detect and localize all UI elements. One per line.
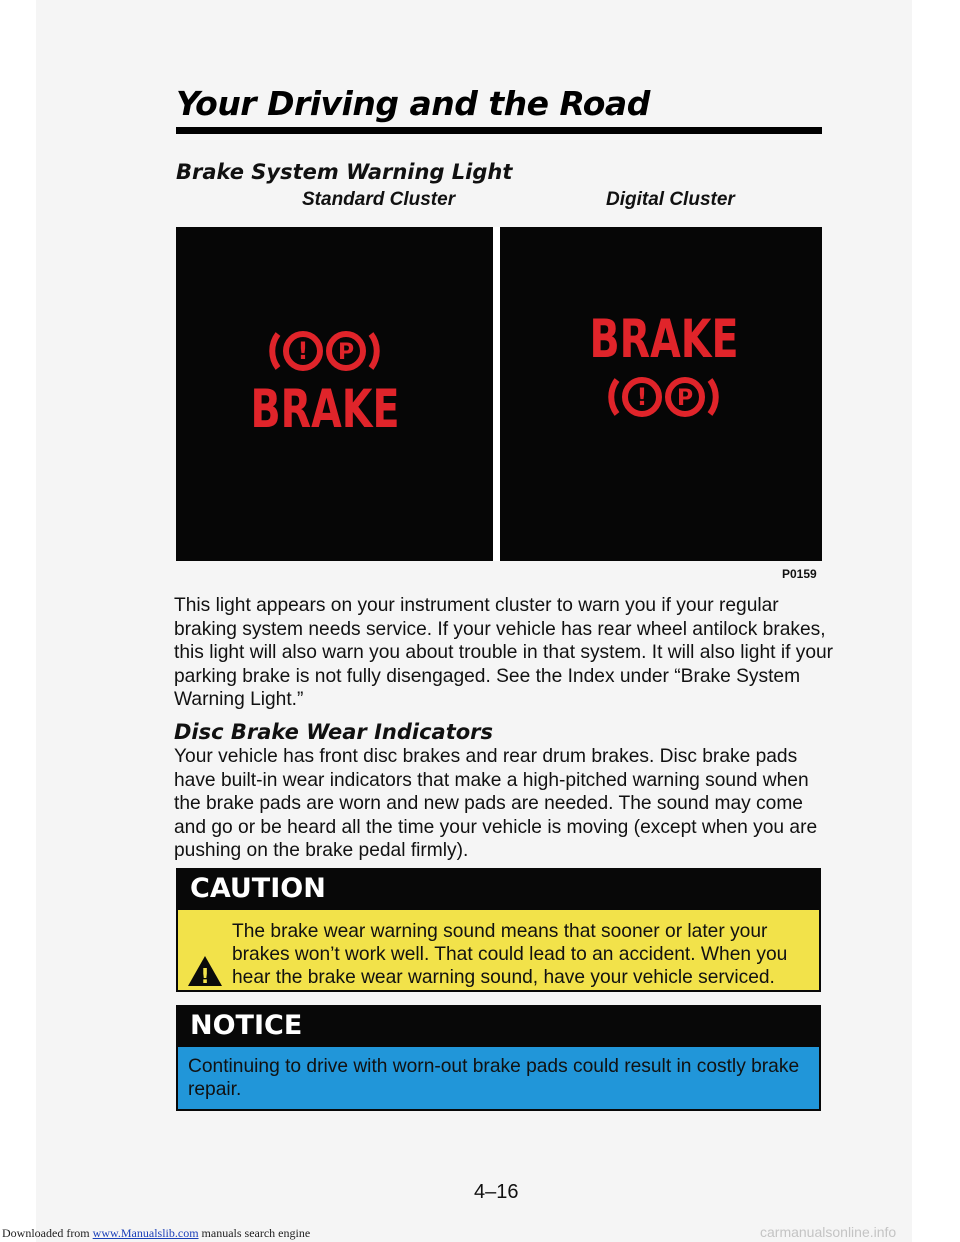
brake-warning-figure	[176, 227, 822, 561]
brake-warning-heading: Brake System Warning Light	[176, 160, 513, 184]
notice-box	[176, 1005, 821, 1111]
parking-brake-icon	[668, 380, 716, 414]
brake-warning-paragraph: This light appears on your instrument cluster to warn you if your regular braking system needs service. If your vehicle has rear wheel antilock brakes, this light will also warn you about trouble in that system. It will also light if your parking brake is not fully disengaged. See the Index under “Brake System Warning Light.”	[174, 595, 834, 710]
page-header-title: Your Driving and the Road	[176, 84, 650, 123]
brake-warning-icon	[611, 380, 659, 414]
standard-cluster-lamp	[250, 334, 399, 441]
warning-triangle-icon	[186, 954, 224, 988]
notice-text: Continuing to drive with worn-out brake pads could result in costly brake repair.	[188, 1056, 800, 1100]
svg-text:!: !	[636, 383, 648, 411]
digital-brake-label: BRAKE	[589, 309, 739, 371]
manualslib-link[interactable]: www.Manualslib.com	[92, 1226, 199, 1240]
caution-title: CAUTION	[176, 868, 821, 910]
parking-brake-icon	[329, 334, 377, 368]
footer-download-note	[2, 1226, 310, 1241]
footer-suffix: manuals search engine	[201, 1226, 311, 1240]
header-rule	[176, 127, 822, 134]
svg-text:P: P	[337, 340, 355, 365]
footer-watermark: carmanualsonline.info	[760, 1224, 897, 1240]
caution-box	[176, 868, 821, 992]
digital-cluster-caption: Digital Cluster	[606, 189, 735, 210]
disc-brake-paragraph: Your vehicle has front disc brakes and rear drum brakes. Disc brake pads have built-in wear indicators that make a high-pitched warning sound when the brake pads are worn and new pads are needed. The sound may come and go or be heard all the time your vehicle is moving (except when you are pushing on the brake pedal firmly).	[174, 746, 818, 861]
notice-title: NOTICE	[176, 1005, 821, 1047]
caution-text: The brake wear warning sound means that sooner or later your brakes won’t work well. That could lead to an accident. When you hear the brake wear warning sound, have your vehicle serviced.	[232, 921, 788, 988]
figure-divider	[493, 227, 500, 561]
svg-text:!: !	[297, 337, 309, 365]
svg-text:P: P	[676, 386, 694, 411]
disc-brake-heading: Disc Brake Wear Indicators	[174, 720, 494, 744]
brake-warning-icon	[272, 334, 320, 368]
svg-text:!: !	[200, 964, 210, 988]
standard-brake-label: BRAKE	[250, 379, 400, 441]
figure-code: P0159	[782, 567, 817, 581]
notice-body	[176, 1047, 821, 1111]
page-number: 4–16	[474, 1181, 519, 1203]
standard-cluster-caption: Standard Cluster	[302, 189, 456, 210]
digital-cluster-lamp	[589, 309, 738, 414]
caution-body	[176, 910, 821, 992]
footer-prefix: Downloaded from	[2, 1226, 90, 1240]
